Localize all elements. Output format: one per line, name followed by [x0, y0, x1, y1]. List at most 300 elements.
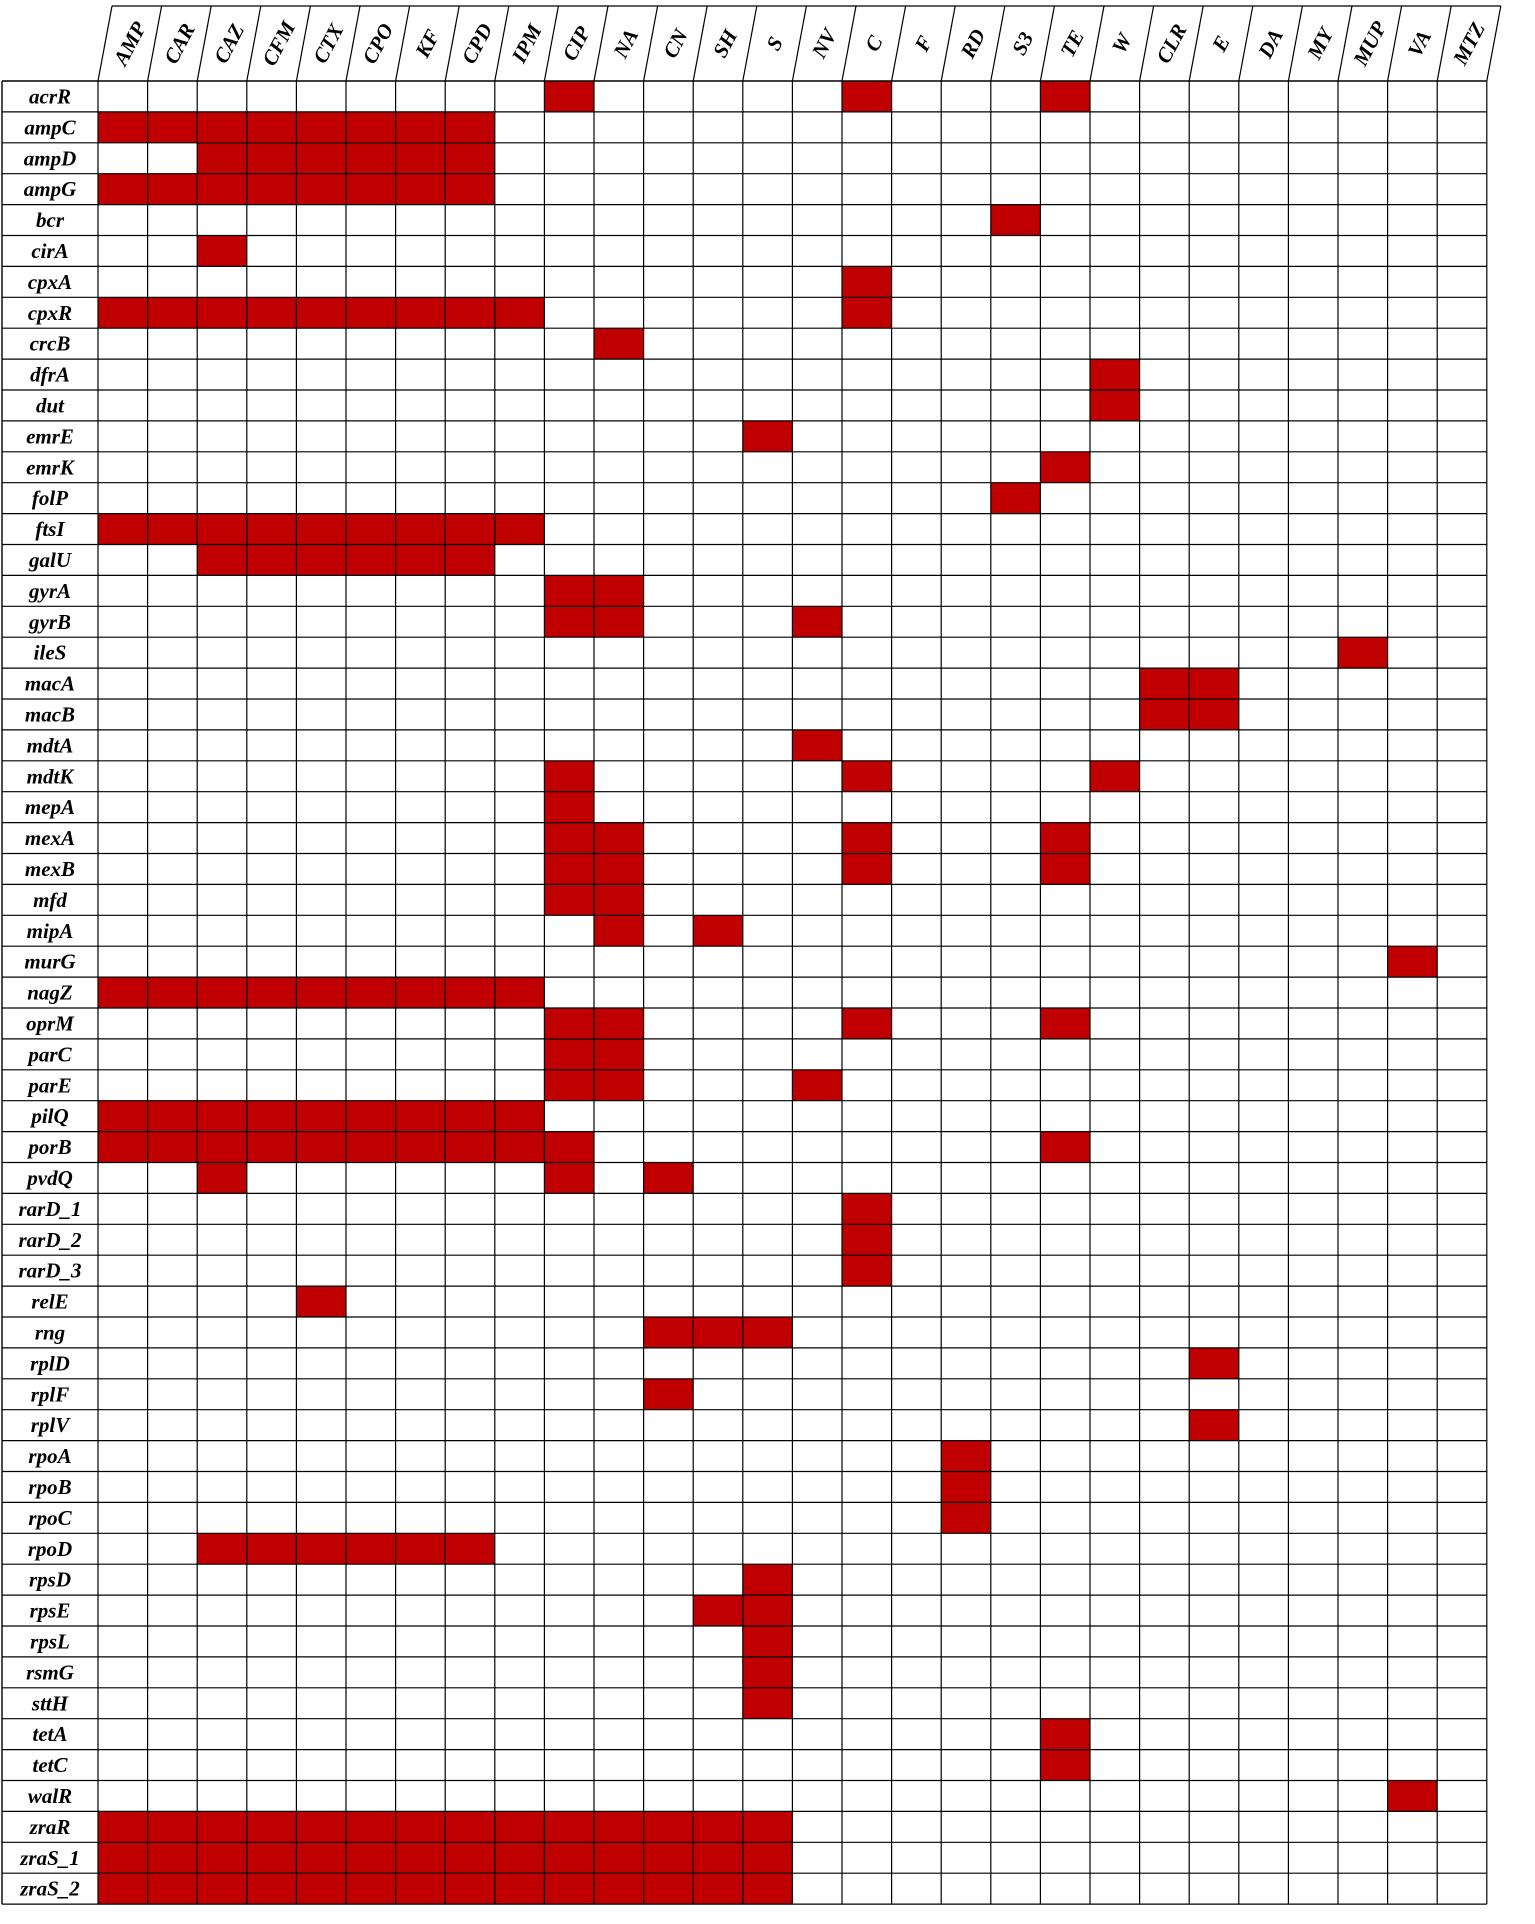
cell-acrR-CIP — [544, 81, 594, 112]
cell-tetA-TE — [1040, 1719, 1090, 1750]
cell-porB-IPM — [495, 1132, 545, 1163]
row-label-cpxr: cpxR — [27, 300, 73, 325]
cell-rpoD-CAZ — [197, 1533, 247, 1564]
cell-zraR-S — [743, 1811, 793, 1842]
cell-rpoD-CPO — [346, 1533, 396, 1564]
cell-galU-CPO — [346, 545, 396, 576]
cell-rpoD-CTX — [296, 1533, 346, 1564]
cell-zraS_2-KF — [396, 1873, 446, 1904]
cell-parC-CIP — [544, 1039, 594, 1070]
cell-rarD_2-C — [842, 1224, 892, 1255]
row-label-rplv: rplV — [30, 1413, 70, 1438]
cell-zraS_1-CAZ — [197, 1842, 247, 1873]
cell-pilQ-IPM — [495, 1101, 545, 1132]
cell-nagZ-CAR — [148, 977, 198, 1008]
cell-zraS_2-CAR — [148, 1873, 198, 1904]
cell-ampC-AMP — [98, 112, 148, 143]
cell-ampD-CAZ — [197, 143, 247, 174]
cell-cpxR-C — [842, 297, 892, 328]
cell-zraS_2-CPD — [445, 1873, 495, 1904]
cell-galU-CFM — [247, 545, 297, 576]
header-slant-divider — [743, 6, 757, 81]
cell-nagZ-CPD — [445, 977, 495, 1008]
cell-gyrB-NA — [594, 606, 644, 637]
header-slant-divider — [197, 6, 211, 81]
column-label-c: C — [859, 31, 888, 56]
cell-gyrB-CIP — [544, 606, 594, 637]
column-label-clr: CLR — [1151, 19, 1192, 68]
row-label-rpsl: rpsL — [30, 1629, 70, 1654]
cell-rplF-CN — [644, 1379, 694, 1410]
cell-zraR-CN — [644, 1811, 694, 1842]
cell-cpxR-CAR — [148, 297, 198, 328]
header-slant-divider — [396, 6, 410, 81]
cell-nagZ-CAZ — [197, 977, 247, 1008]
cell-ftsI-CAZ — [197, 514, 247, 545]
row-label-walr: walR — [27, 1783, 73, 1808]
row-label-stth: sttH — [31, 1691, 69, 1716]
cell-zraS_2-S — [743, 1873, 793, 1904]
column-label-kf: KF — [410, 25, 445, 62]
header-slant-divider — [495, 6, 509, 81]
cell-oprM-C — [842, 1008, 892, 1039]
column-label-sh: SH — [707, 25, 743, 62]
column-label-cpo: CPO — [357, 19, 399, 68]
cell-parC-NA — [594, 1039, 644, 1070]
cell-galU-CAZ — [197, 545, 247, 576]
cell-rng-CN — [644, 1317, 694, 1348]
cell-pilQ-CFM — [247, 1101, 297, 1132]
column-label-s3: S3 — [1006, 28, 1039, 59]
row-label-mdtk: mdtK — [26, 764, 74, 789]
cell-zraS_1-CPD — [445, 1842, 495, 1873]
cell-rpoD-CFM — [247, 1533, 297, 1564]
cell-zraR-CIP — [544, 1811, 594, 1842]
cell-porB-CIP — [544, 1132, 594, 1163]
cell-rng-SH — [693, 1317, 743, 1348]
header-slant-divider — [296, 6, 310, 81]
cell-rplD-E — [1189, 1348, 1239, 1379]
column-label-s: S — [761, 32, 788, 55]
column-label-ctx: CTX — [308, 19, 349, 68]
column-label-mup: MUP — [1348, 17, 1392, 70]
cell-pilQ-KF — [396, 1101, 446, 1132]
cell-porB-CAZ — [197, 1132, 247, 1163]
cell-porB-CPO — [346, 1132, 396, 1163]
row-label-rpsd: rpsD — [28, 1567, 72, 1592]
cell-cpxR-CPO — [346, 297, 396, 328]
header-slant-divider — [247, 6, 261, 81]
cell-ampC-CTX — [296, 112, 346, 143]
column-label-my: MY — [1302, 23, 1339, 64]
cell-cpxR-CFM — [247, 297, 297, 328]
cell-pilQ-CPD — [445, 1101, 495, 1132]
cell-mexA-NA — [594, 823, 644, 854]
column-label-f: F — [909, 31, 938, 56]
column-label-da: DA — [1253, 24, 1289, 63]
header-slant-divider — [1338, 6, 1352, 81]
row-label-rplf: rplF — [30, 1382, 70, 1407]
cell-galU-CPD — [445, 545, 495, 576]
row-label-mdta: mdtA — [26, 733, 74, 758]
cell-walR-VA — [1388, 1781, 1438, 1812]
cell-rplV-E — [1189, 1410, 1239, 1441]
cell-zraS_2-CAZ — [197, 1873, 247, 1904]
cell-crcB-NA — [594, 328, 644, 359]
cell-pilQ-CTX — [296, 1101, 346, 1132]
cell-zraS_1-CTX — [296, 1842, 346, 1873]
cell-gyrB-NV — [792, 606, 842, 637]
cell-ftsI-CPD — [445, 514, 495, 545]
cell-emrK-TE — [1040, 452, 1090, 483]
row-label-macb: macB — [24, 702, 76, 727]
row-label-zrar: zraR — [29, 1814, 71, 1839]
cell-ftsI-CAR — [148, 514, 198, 545]
cell-cpxR-CAZ — [197, 297, 247, 328]
cell-mdtK-C — [842, 761, 892, 792]
header-slant-divider — [594, 6, 608, 81]
cell-mfd-CIP — [544, 884, 594, 915]
cell-zraS_1-AMP — [98, 1842, 148, 1873]
row-label-murg: murG — [24, 949, 76, 974]
header-slant-divider — [1288, 6, 1302, 81]
cell-zraR-NA — [594, 1811, 644, 1842]
cell-porB-TE — [1040, 1132, 1090, 1163]
cell-zraS_2-AMP — [98, 1873, 148, 1904]
column-label-w: W — [1106, 29, 1137, 58]
cell-nagZ-AMP — [98, 977, 148, 1008]
cell-rpoC-RD — [941, 1502, 991, 1533]
cell-rsmG-S — [743, 1657, 793, 1688]
cell-zraR-KF — [396, 1811, 446, 1842]
header-slant-divider — [544, 6, 558, 81]
column-label-te: TE — [1055, 26, 1090, 61]
cell-ampC-CAZ — [197, 112, 247, 143]
cell-zraR-CAZ — [197, 1811, 247, 1842]
cell-layer — [98, 81, 1437, 1904]
cell-dut-W — [1090, 390, 1140, 421]
cell-zraS_2-CPO — [346, 1873, 396, 1904]
cell-rpsE-SH — [693, 1595, 743, 1626]
cell-zraS_2-IPM — [495, 1873, 545, 1904]
row-label-crcb: crcB — [29, 331, 71, 356]
cell-ampG-CTX — [296, 174, 346, 205]
header-slant-divider — [941, 6, 955, 81]
row-label-bcr: bcr — [36, 208, 64, 233]
cell-nagZ-CPO — [346, 977, 396, 1008]
cell-pilQ-CPO — [346, 1101, 396, 1132]
cell-pilQ-AMP — [98, 1101, 148, 1132]
column-label-amp: AMP — [108, 17, 152, 70]
row-label-rpoc: rpoC — [28, 1505, 72, 1530]
cell-galU-KF — [396, 545, 446, 576]
cell-rpoB-RD — [941, 1472, 991, 1503]
column-label-cpd: CPD — [456, 19, 498, 68]
row-label-pvdq: pvdQ — [27, 1165, 73, 1190]
cell-mexB-NA — [594, 854, 644, 885]
header-slant-divider — [991, 6, 1005, 81]
cell-zraS_1-S — [743, 1842, 793, 1873]
row-label-mipa: mipA — [26, 918, 74, 943]
cell-folP-S3 — [991, 483, 1041, 514]
header-slant-divider — [892, 6, 906, 81]
cell-zraS_1-IPM — [495, 1842, 545, 1873]
cell-oprM-CIP — [544, 1008, 594, 1039]
cell-mexA-CIP — [544, 823, 594, 854]
cell-gyrA-CIP — [544, 575, 594, 606]
cell-ftsI-KF — [396, 514, 446, 545]
cell-nagZ-IPM — [495, 977, 545, 1008]
cell-zraS_2-CIP — [544, 1873, 594, 1904]
cell-rarD_1-C — [842, 1193, 892, 1224]
cell-zraR-CTX — [296, 1811, 346, 1842]
cell-nagZ-KF — [396, 977, 446, 1008]
row-label-zras-2: zraS_2 — [20, 1876, 80, 1901]
cell-ampG-CAZ — [197, 174, 247, 205]
cell-mipA-NA — [594, 915, 644, 946]
cell-ftsI-IPM — [495, 514, 545, 545]
cell-porB-KF — [396, 1132, 446, 1163]
column-label-ipm: IPM — [506, 20, 547, 67]
cell-ampG-KF — [396, 174, 446, 205]
cell-mfd-NA — [594, 884, 644, 915]
column-label-car: CAR — [158, 19, 200, 68]
header-slant-divider — [693, 6, 707, 81]
header-slant-divider — [1388, 6, 1402, 81]
header-slant-divider — [1090, 6, 1104, 81]
cell-ampC-KF — [396, 112, 446, 143]
row-label-maca: macA — [24, 671, 76, 696]
cell-zraS_1-CN — [644, 1842, 694, 1873]
row-label-mexa: mexA — [24, 826, 76, 851]
cell-ampC-CFM — [247, 112, 297, 143]
row-label-porb: porB — [28, 1135, 72, 1160]
cell-porB-CFM — [247, 1132, 297, 1163]
cell-porB-CPD — [445, 1132, 495, 1163]
cell-zraS_2-CFM — [247, 1873, 297, 1904]
cell-ampD-CTX — [296, 143, 346, 174]
column-label-mtz: MTZ — [1447, 18, 1491, 69]
cell-parE-NA — [594, 1070, 644, 1101]
cell-porB-AMP — [98, 1132, 148, 1163]
cell-gyrA-NA — [594, 575, 644, 606]
cell-ampC-CAR — [148, 112, 198, 143]
cell-rpoD-KF — [396, 1533, 446, 1564]
row-label-rard-2: rarD_2 — [18, 1227, 82, 1252]
cell-ampG-CPO — [346, 174, 396, 205]
cell-porB-CTX — [296, 1132, 346, 1163]
column-label-nv: NV — [806, 24, 842, 63]
cell-cpxR-IPM — [495, 297, 545, 328]
row-label-emrk: emrK — [26, 455, 74, 480]
cell-zraR-CPD — [445, 1811, 495, 1842]
cell-acrR-C — [842, 81, 892, 112]
cell-sttH-S — [743, 1688, 793, 1719]
cell-ampG-CFM — [247, 174, 297, 205]
cell-relE-CTX — [296, 1286, 346, 1317]
cell-zraS_2-SH — [693, 1873, 743, 1904]
cell-mexB-TE — [1040, 854, 1090, 885]
column-label-rd: RD — [955, 24, 991, 63]
cell-cpxR-CPD — [445, 297, 495, 328]
cell-ampC-CPD — [445, 112, 495, 143]
row-label-dfra: dfrA — [30, 362, 70, 387]
cell-rarD_3-C — [842, 1255, 892, 1286]
cell-parE-NV — [792, 1070, 842, 1101]
cell-zraS_1-KF — [396, 1842, 446, 1873]
row-label-rard-3: rarD_3 — [18, 1258, 82, 1283]
cell-ampG-AMP — [98, 174, 148, 205]
cell-ftsI-AMP — [98, 514, 148, 545]
cell-oprM-TE — [1040, 1008, 1090, 1039]
cell-mdtK-W — [1090, 761, 1140, 792]
cell-ampD-CPD — [445, 143, 495, 174]
row-label-rele: relE — [31, 1289, 69, 1314]
row-label-folp: folP — [31, 486, 69, 511]
cell-zraS_2-NA — [594, 1873, 644, 1904]
cell-pvdQ-CN — [644, 1163, 694, 1194]
cell-mexA-TE — [1040, 823, 1090, 854]
row-label-dut: dut — [35, 393, 65, 418]
cell-mepA-CIP — [544, 792, 594, 823]
cell-zraS_1-CFM — [247, 1842, 297, 1873]
cell-pilQ-CAR — [148, 1101, 198, 1132]
header-slant-divider — [346, 6, 360, 81]
row-label-oprm: oprM — [26, 1011, 74, 1036]
cell-pvdQ-CAZ — [197, 1163, 247, 1194]
row-label-acrr: acrR — [29, 84, 71, 109]
cell-ftsI-CFM — [247, 514, 297, 545]
cell-zraR-CFM — [247, 1811, 297, 1842]
cell-zraR-IPM — [495, 1811, 545, 1842]
header-slant-divider — [1189, 6, 1203, 81]
column-label-va: VA — [1402, 26, 1437, 61]
column-label-cfm: CFM — [257, 17, 301, 70]
cell-tetC-TE — [1040, 1750, 1090, 1781]
cell-macB-E — [1189, 699, 1239, 730]
cell-zraS_2-CTX — [296, 1873, 346, 1904]
cell-mexB-C — [842, 854, 892, 885]
cell-zraS_1-NA — [594, 1842, 644, 1873]
cell-acrR-TE — [1040, 81, 1090, 112]
column-label-na: NA — [608, 24, 644, 63]
header-slant-divider — [445, 6, 459, 81]
cell-zraR-CAR — [148, 1811, 198, 1842]
cell-macA-E — [1189, 668, 1239, 699]
header-slant-divider — [842, 6, 856, 81]
cell-mipA-SH — [693, 915, 743, 946]
column-label-e: E — [1207, 31, 1235, 56]
cell-zraS_1-SH — [693, 1842, 743, 1873]
cell-rpoD-CPD — [445, 1533, 495, 1564]
cell-zraS_1-CAR — [148, 1842, 198, 1873]
cell-dfrA-W — [1090, 359, 1140, 390]
column-label-cip: CIP — [557, 22, 596, 65]
row-label-ampc: ampC — [24, 115, 76, 140]
cell-zraR-CPO — [346, 1811, 396, 1842]
row-label-ampg: ampG — [23, 177, 77, 202]
row-label-cira: cirA — [31, 238, 69, 263]
cell-parE-CIP — [544, 1070, 594, 1101]
row-label-rpod: rpoD — [27, 1536, 73, 1561]
row-label-cpxa: cpxA — [27, 269, 73, 294]
row-label-nagz: nagZ — [27, 980, 73, 1005]
row-label-tetc: tetC — [32, 1753, 68, 1778]
cell-rpsD-S — [743, 1564, 793, 1595]
cell-ampG-CPD — [445, 174, 495, 205]
cell-emrE-S — [743, 421, 793, 452]
header-slant-divider — [1487, 6, 1501, 81]
row-label-iles: ileS — [33, 640, 67, 665]
row-label-rng: rng — [34, 1320, 66, 1345]
row-label-mepa: mepA — [24, 795, 76, 820]
cell-zraR-AMP — [98, 1811, 148, 1842]
header-slant-divider — [148, 6, 162, 81]
cell-rng-S — [743, 1317, 793, 1348]
header-slant-divider — [1040, 6, 1054, 81]
cell-ileS-MUP — [1338, 637, 1388, 668]
row-label-zras-1: zraS_1 — [20, 1845, 80, 1870]
row-label-gyrb: gyrB — [29, 609, 71, 634]
row-label-gyra: gyrA — [29, 578, 71, 603]
row-label-layer — [18, 84, 82, 1900]
cell-cpxR-AMP — [98, 297, 148, 328]
cell-pvdQ-CIP — [544, 1163, 594, 1194]
cell-zraS_1-CIP — [544, 1842, 594, 1873]
cell-ampD-CPO — [346, 143, 396, 174]
cell-galU-CTX — [296, 545, 346, 576]
cell-ftsI-CPO — [346, 514, 396, 545]
row-label-ftsi: ftsI — [35, 517, 65, 542]
row-label-rpse: rpsE — [29, 1598, 71, 1623]
cell-cpxR-KF — [396, 297, 446, 328]
cell-macA-CLR — [1140, 668, 1190, 699]
cell-ampD-KF — [396, 143, 446, 174]
cell-rpoA-RD — [941, 1441, 991, 1472]
cell-mdtA-NV — [792, 730, 842, 761]
row-label-pare: parE — [28, 1073, 72, 1098]
row-label-galu: galU — [29, 547, 71, 572]
row-label-mexb: mexB — [24, 856, 76, 881]
header-slant-divider — [1239, 6, 1253, 81]
row-label-rard-1: rarD_1 — [18, 1196, 82, 1221]
cell-mexB-CIP — [544, 854, 594, 885]
row-label-teta: tetA — [32, 1722, 68, 1747]
cell-bcr-S3 — [991, 205, 1041, 236]
row-label-parc: parC — [28, 1042, 72, 1067]
cell-zraS_2-CN — [644, 1873, 694, 1904]
row-label-pilq: pilQ — [31, 1104, 69, 1129]
cell-cirA-CAZ — [197, 236, 247, 267]
cell-mexA-C — [842, 823, 892, 854]
header-slant-divider — [98, 6, 112, 81]
cell-zraR-SH — [693, 1811, 743, 1842]
cell-pilQ-CAZ — [197, 1101, 247, 1132]
header-slant-divider — [1437, 6, 1451, 81]
column-label-cn: CN — [657, 24, 693, 63]
header-slant-divider — [644, 6, 658, 81]
row-label-rpld: rplD — [30, 1351, 70, 1376]
cell-ampG-CAR — [148, 174, 198, 205]
row-label-rpoa: rpoA — [28, 1444, 72, 1469]
cell-rpsL-S — [743, 1626, 793, 1657]
row-label-rpob: rpoB — [28, 1474, 72, 1499]
row-label-emre: emrE — [26, 424, 74, 449]
column-label-caz: CAZ — [208, 19, 250, 68]
cell-cpxA-C — [842, 266, 892, 297]
cell-oprM-NA — [594, 1008, 644, 1039]
header-slant-divider — [1140, 6, 1154, 81]
